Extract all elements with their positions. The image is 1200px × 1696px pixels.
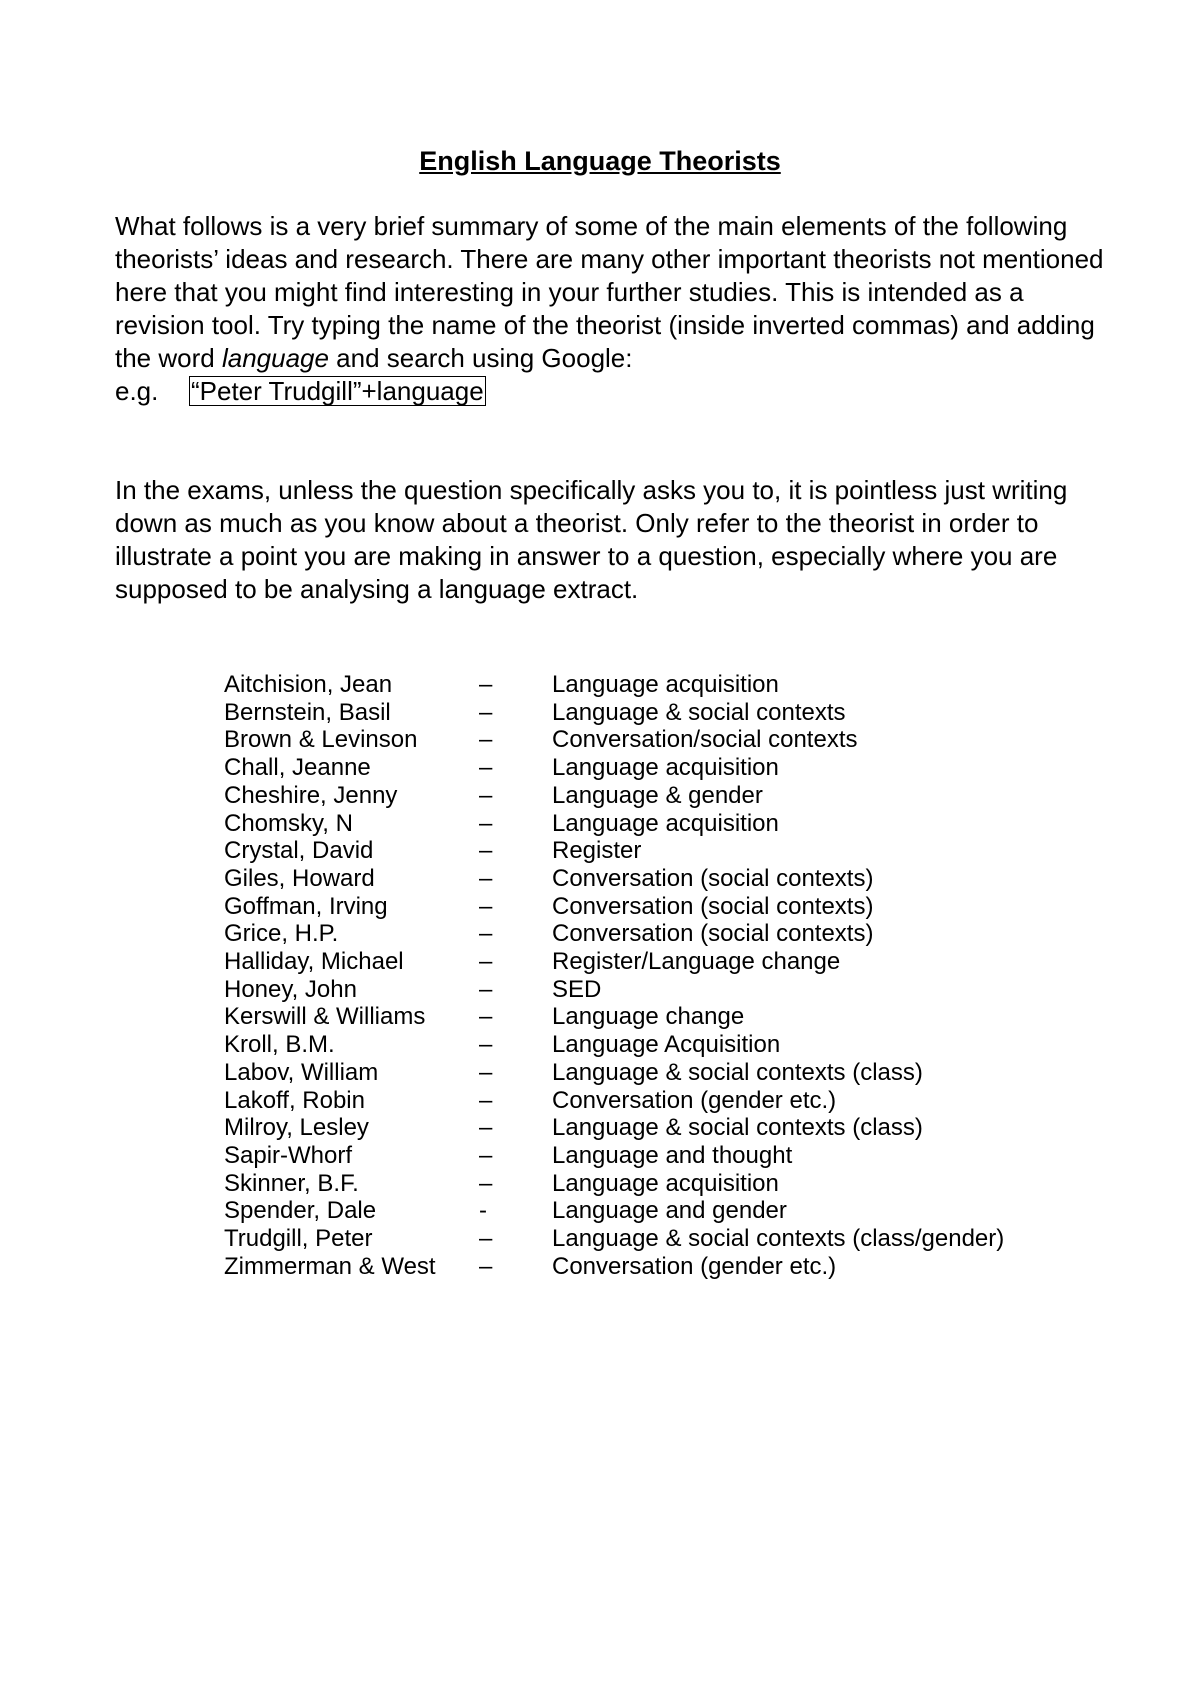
theorist-name: Halliday, Michael — [224, 948, 404, 976]
theorist-topic: Language & social contexts (class) — [552, 1058, 923, 1086]
theorist-separator: – — [479, 671, 493, 698]
theorist-row — [224, 1059, 1004, 1087]
theorist-separator: – — [479, 1141, 493, 1169]
theorist-separator: – — [479, 920, 493, 948]
theorist-name: Labov, William — [224, 1058, 379, 1086]
theorist-separator: – — [479, 754, 493, 782]
theorist-row — [224, 1170, 1004, 1198]
theorist-separator: – — [479, 975, 493, 1003]
theorist-separator: – — [479, 781, 493, 809]
exam-note-paragraph: In the exams, unless the question specifically asks you to, it is pointless just writing down as much as you know about a theorist. Only refer to the theorist in order to illustrate a point you are making in answer to a question, especially where you are supposed to be analysing a language extract. — [115, 475, 1068, 604]
theorist-name: Crystal, David — [224, 837, 374, 865]
theorist-row — [224, 754, 1004, 782]
theorist-topic: Language acquisition — [552, 1169, 779, 1197]
theorist-separator: – — [479, 892, 493, 920]
theorist-topic: Conversation/social contexts — [552, 726, 858, 754]
theorist-topic: Language & gender — [552, 781, 763, 809]
theorist-row — [224, 671, 1004, 699]
intro-text — [115, 210, 1115, 375]
theorist-row — [224, 1031, 1004, 1059]
theorist-topic: Language acquisition — [552, 809, 779, 837]
theorist-separator: – — [479, 698, 493, 726]
intro-text-start: What follows is a very brief summary of some of the main elements of the following theorists’ ideas and research. There are many other important theorists not mentioned here that you might find interesting in your further studies. This is intended as a revision tool. Try typing the name of the theorist (inside inverted commas) and adding the word — [115, 211, 1104, 373]
theorist-separator: – — [479, 726, 493, 754]
theorist-row — [224, 920, 1004, 948]
theorist-name: Grice, H.P. — [224, 920, 339, 948]
theorist-name: Milroy, Lesley — [224, 1114, 369, 1142]
theorist-row — [224, 1142, 1004, 1170]
theorist-row — [224, 810, 1004, 838]
theorist-row — [224, 1003, 1004, 1031]
theorist-row — [224, 865, 1004, 893]
theorist-separator: – — [479, 1003, 493, 1031]
theorist-row — [224, 1114, 1004, 1142]
theorist-name: Kroll, B.M. — [224, 1031, 335, 1059]
theorist-separator: – — [479, 948, 493, 976]
theorist-separator: – — [479, 1114, 493, 1142]
theorist-row — [224, 893, 1004, 921]
theorist-topic: Conversation (gender etc.) — [552, 1252, 837, 1280]
theorist-topic: Language Acquisition — [552, 1031, 781, 1059]
intro-paragraph — [115, 210, 1115, 408]
theorist-row — [224, 699, 1004, 727]
theorist-name: Lakoff, Robin — [224, 1086, 365, 1114]
theorist-topic: Language & social contexts — [552, 698, 846, 726]
theorist-topic: Language acquisition — [552, 754, 779, 782]
theorist-row — [224, 1087, 1004, 1115]
intro-italic-word: language — [221, 343, 329, 373]
theorist-separator: – — [479, 809, 493, 837]
theorist-row — [224, 1197, 1004, 1225]
theorist-row — [224, 1253, 1004, 1281]
theorist-name: Trudgill, Peter — [224, 1225, 373, 1253]
theorist-separator: - — [479, 1197, 487, 1225]
theorist-separator: – — [479, 1031, 493, 1059]
intro-text-end: and search using Google: — [328, 343, 633, 373]
theorist-name: Sapir-Whorf — [224, 1141, 353, 1169]
theorist-name: Kerswill & Williams — [224, 1003, 426, 1031]
theorist-separator: – — [479, 1086, 493, 1114]
theorist-name: Chomsky, N — [224, 809, 353, 837]
theorist-topic: Language & social contexts (class) — [552, 1114, 923, 1142]
theorist-row — [224, 948, 1004, 976]
theorist-separator: – — [479, 1058, 493, 1086]
theorist-separator: – — [479, 1225, 493, 1253]
theorist-topic: Register — [552, 837, 642, 865]
theorist-topic: Language and gender — [552, 1197, 787, 1225]
theorist-topic: Conversation (gender etc.) — [552, 1086, 837, 1114]
theorist-separator: – — [479, 1252, 493, 1280]
theorist-topic: Conversation (social contexts) — [552, 920, 874, 948]
theorist-separator: – — [479, 1169, 493, 1197]
search-example — [115, 375, 1115, 408]
theorist-separator: – — [479, 864, 493, 892]
theorist-topic: Conversation (social contexts) — [552, 864, 874, 892]
theorist-name: Skinner, B.F. — [224, 1169, 359, 1197]
theorist-topic: SED — [552, 975, 602, 1003]
theorist-row — [224, 1225, 1004, 1253]
theorist-name: Bernstein, Basil — [224, 698, 391, 726]
theorist-topic: Language acquisition — [552, 671, 779, 698]
page-title: English Language Theorists — [419, 146, 781, 176]
theorist-name: Zimmerman & West — [224, 1252, 436, 1280]
theorist-name: Goffman, Irving — [224, 892, 388, 920]
theorist-topic: Register/Language change — [552, 948, 841, 976]
theorist-name: Giles, Howard — [224, 864, 375, 892]
theorist-topic: Conversation (social contexts) — [552, 892, 874, 920]
theorist-name: Spender, Dale — [224, 1197, 377, 1225]
example-prefix: e.g. — [115, 376, 159, 406]
theorist-topic: Language & social contexts (class/gender) — [552, 1225, 1005, 1253]
theorist-topic: Language and thought — [552, 1141, 793, 1169]
theorist-row — [224, 976, 1004, 1004]
theorist-name: Honey, John — [224, 975, 357, 1003]
theorist-row — [224, 726, 1004, 754]
theorist-name: Aitchision, Jean — [224, 671, 393, 698]
example-query-box: “Peter Trudgill”+language — [191, 376, 484, 406]
theorist-separator: – — [479, 837, 493, 865]
theorist-list — [224, 671, 1004, 1280]
theorist-name: Brown & Levinson — [224, 726, 418, 754]
theorist-topic: Language change — [552, 1003, 745, 1031]
theorist-name: Chall, Jeanne — [224, 754, 371, 782]
theorist-row — [224, 782, 1004, 810]
theorist-row — [224, 837, 1004, 865]
theorist-name: Cheshire, Jenny — [224, 781, 398, 809]
